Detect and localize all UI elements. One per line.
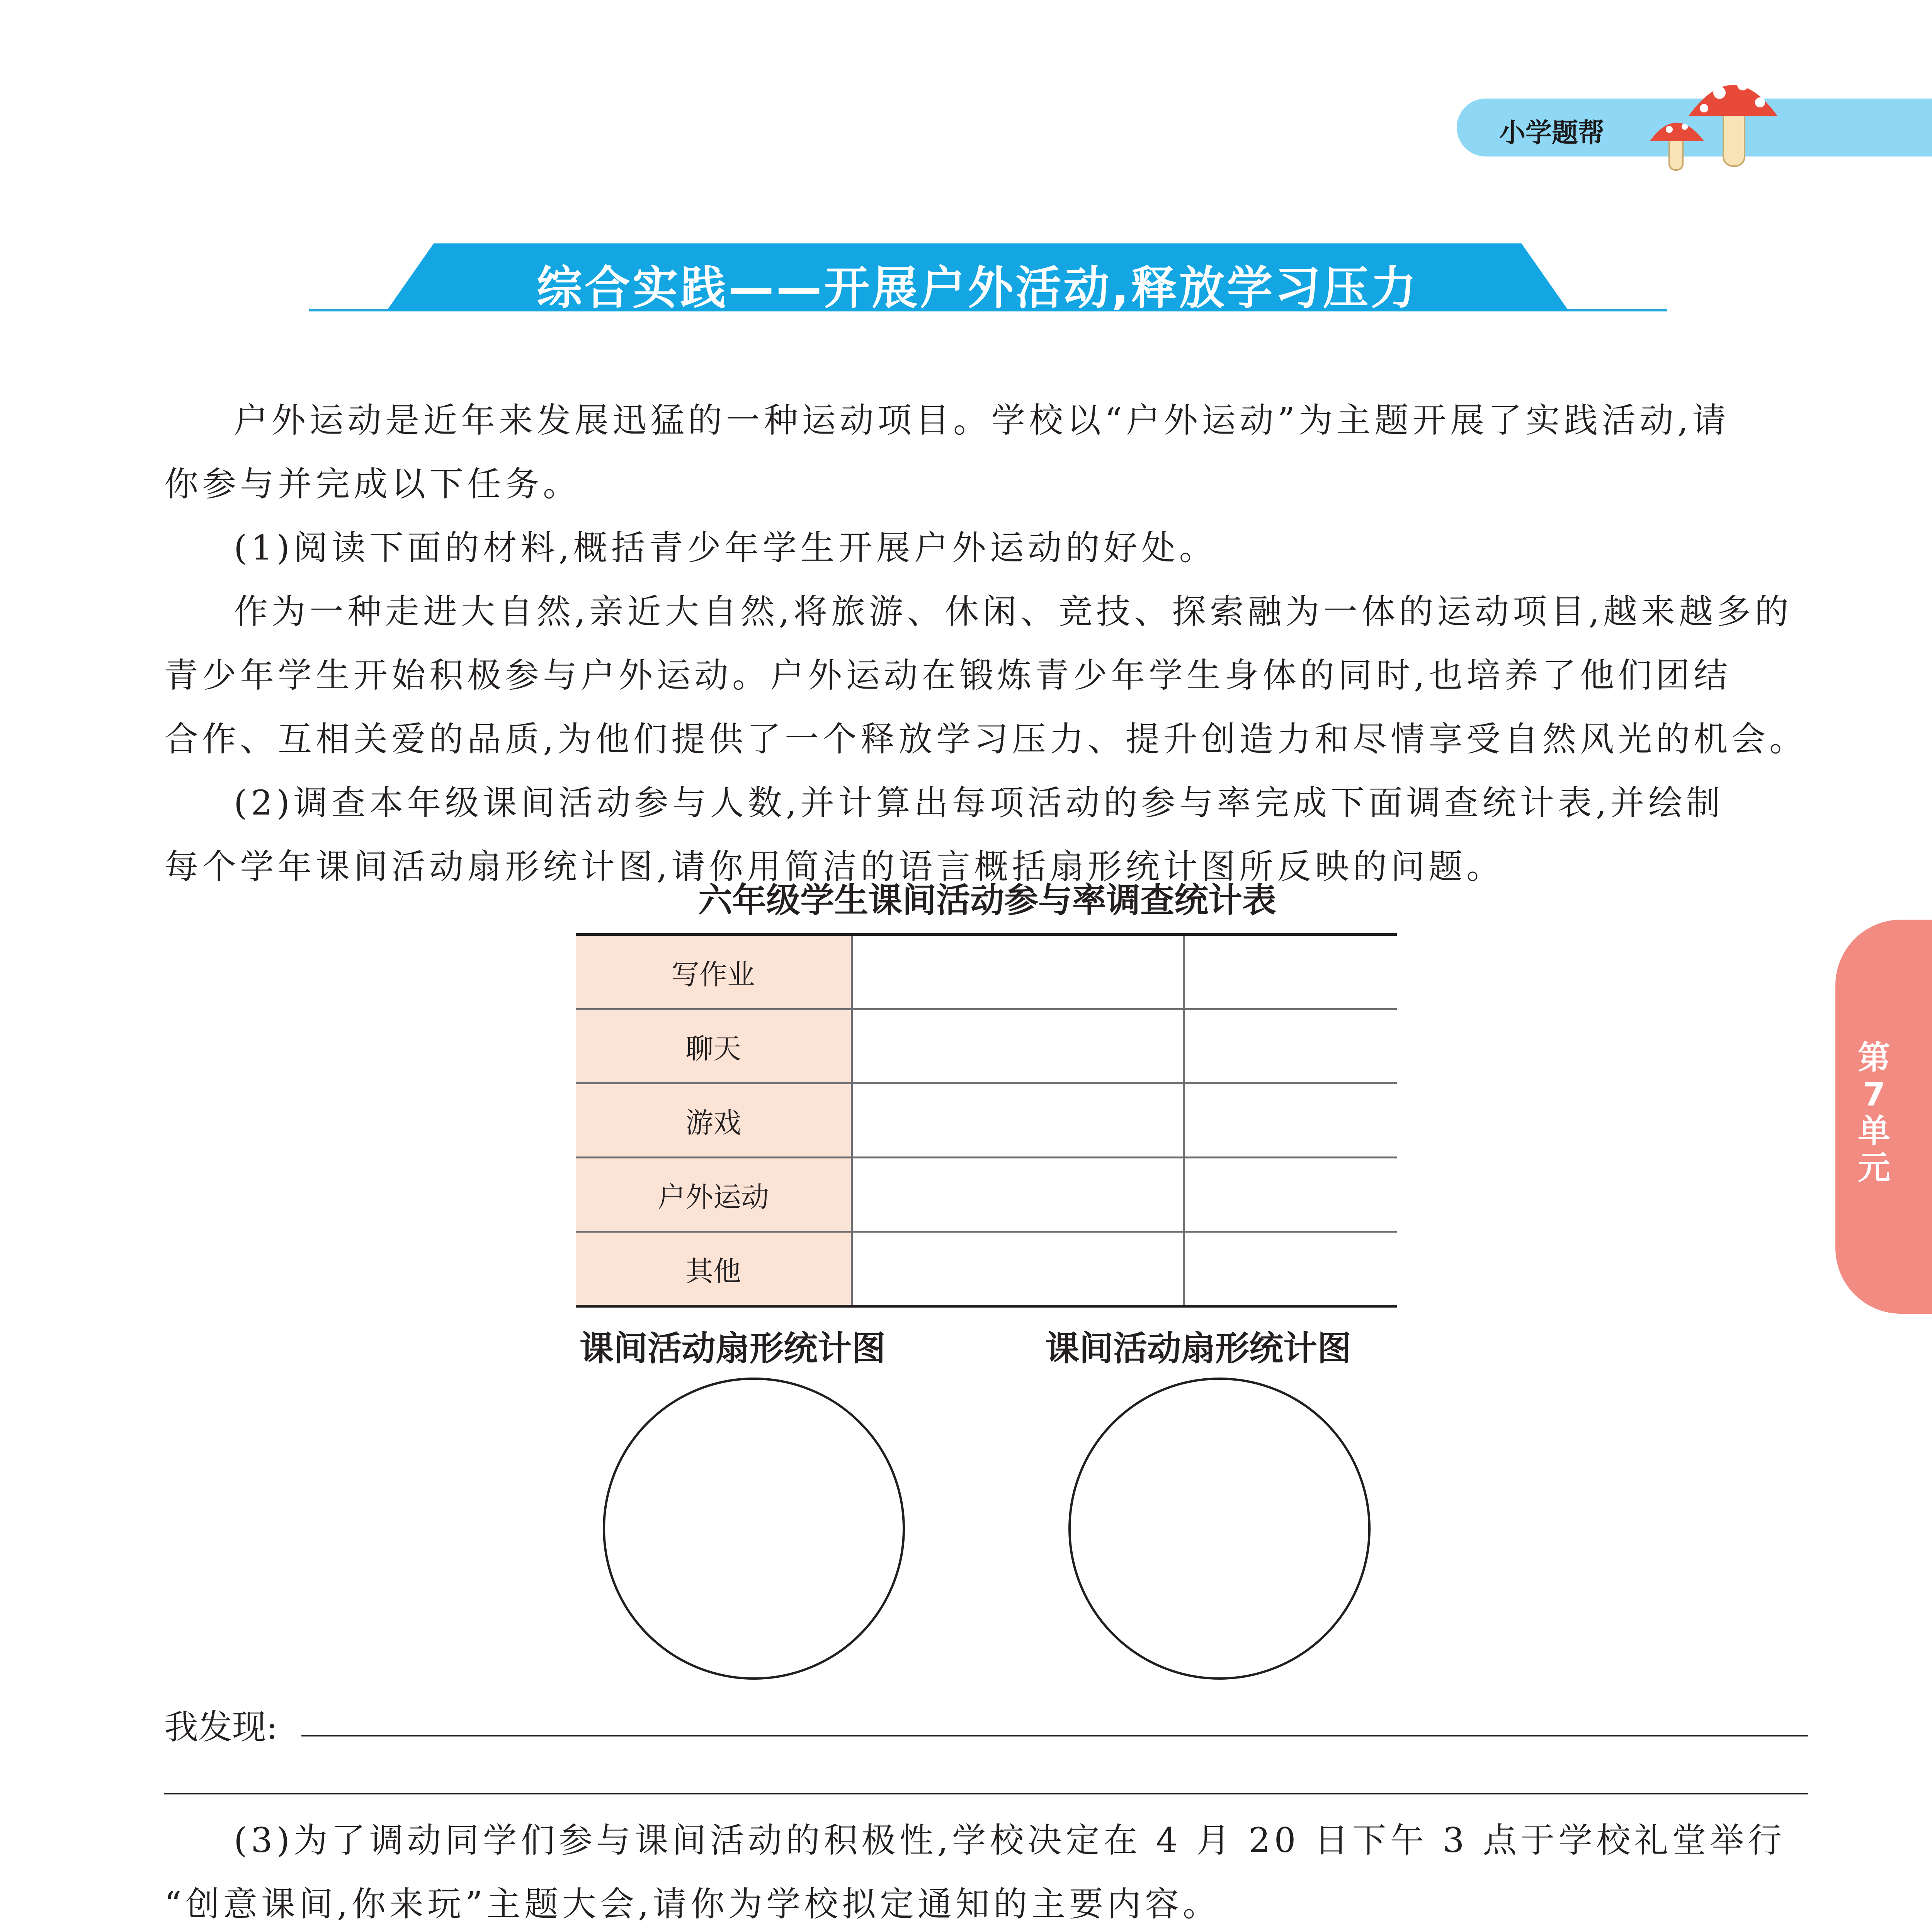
task2-line: (2)调查本年级课间活动参与人数,并计算出每项活动的参与率完成下面调查统计表,并绘制 [234,783,1724,823]
row-label: 写作业 [576,935,852,1009]
table-row [576,1232,1397,1306]
pie-chart-title: 课间活动扇形统计图 [580,1328,886,1368]
material-line: 作为一种走进大自然,亲近大自然,将旅游、休闲、竞技、探索融为一体的运动项目,越来越多的 [234,592,1793,631]
row-label: 游戏 [576,1083,852,1158]
table-row [576,935,1397,1009]
finding-answer-line[interactable] [301,1735,1808,1736]
material-line: 合作、互相关爱的品质,为他们提供了一个释放学习压力、提升创造力和尽情享受自然风光的机会。 [164,719,1807,759]
answer-cell[interactable] [852,1083,1184,1158]
task3-prompt [164,1808,1826,1932]
row-label: 户外运动 [576,1158,852,1232]
unit-tab-label [1851,1039,1897,1186]
table-row [576,1009,1397,1083]
answer-cell[interactable] [1184,1232,1397,1306]
task1-prompt: (1)阅读下面的材料,概括青少年学生开展户外运动的好处。 [234,528,1217,568]
unit-tab-char: 元 [1857,1149,1890,1187]
task3-line: “创意课间,你来玩”主题大会,请你为学校拟定通知的主要内容。 [164,1884,1221,1924]
answer-cell[interactable] [852,1158,1184,1232]
material-line: 青少年学生开始积极参与户外运动。户外运动在锻炼青少年学生身体的同时,也培养了他们团结 [164,655,1731,695]
row-label: 聊天 [576,1009,852,1083]
unit-tab-char: 7 [1862,1075,1886,1113]
intro-line: 户外运动是近年来发展迅猛的一种运动项目。学校以“户外运动”为主题开展了实践活动,请 [234,400,1730,440]
intro-line: 你参与并完成以下任务。 [164,464,581,504]
survey-table [576,933,1397,1308]
task1 [164,516,1826,771]
answer-cell[interactable] [1184,1083,1397,1158]
answer-cell[interactable] [1184,935,1397,1009]
answer-cell[interactable] [852,935,1184,1009]
table-row [576,1083,1397,1158]
answer-cell[interactable] [1184,1158,1397,1232]
answer-cell[interactable] [852,1232,1184,1306]
brand-label: 小学题帮 [1499,118,1605,148]
finding-answer-line[interactable] [164,1793,1808,1794]
answer-cell[interactable] [1184,1009,1397,1083]
page-title: 综合实践——开展户外活动,释放学习压力 [536,261,1419,315]
row-label: 其他 [576,1232,852,1306]
intro-text [164,388,1826,516]
pie-chart-blank[interactable] [603,1378,905,1680]
table-row [576,1158,1397,1232]
unit-tab-char: 第 [1857,1039,1890,1077]
task3-line: (3)为了调动同学们参与课间活动的积极性,学校决定在 4 月 20 日下午 3 点于学校礼堂举行 [234,1820,1786,1860]
mushroom-icon [1646,62,1785,178]
table-title: 六年级学生课间活动参与率调查统计表 [698,880,1276,920]
unit-tab-char: 单 [1857,1112,1890,1150]
pie-chart-blank[interactable] [1068,1378,1371,1680]
task2-line: 每个学年课间活动扇形统计图,请你用简洁的语言概括扇形统计图所反映的问题。 [164,847,1504,886]
answer-cell[interactable] [852,1009,1184,1083]
pie-chart-title: 课间活动扇形统计图 [1045,1328,1352,1368]
finding-label: 我发现: [164,1707,278,1747]
